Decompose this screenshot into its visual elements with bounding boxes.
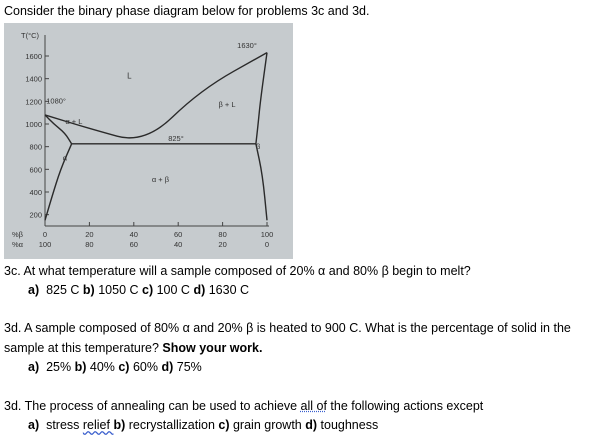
question-3c-prompt: 3c. At what temperature will a sample composed of 20% α and 80% β begin to melt? [4, 264, 471, 278]
option-a-flagged-word: relief [82, 418, 114, 432]
phase-diagram-chart [4, 23, 293, 259]
option-b-marker: b) [113, 418, 126, 432]
alpha-melting-point-label: 1080° [46, 96, 66, 106]
option-c-marker: c) [118, 360, 130, 374]
option-c-text: 100 C [153, 283, 194, 297]
eutectic-temperature-label: 825° [168, 134, 184, 143]
option-b-marker: b) [82, 283, 95, 297]
option-d-text: 1630 C [205, 283, 250, 297]
option-a-text: 825 C [46, 283, 83, 297]
intro-text: Consider the binary phase diagram below for problems 3c and 3d. [4, 4, 370, 18]
question-3d-second-options [28, 418, 378, 432]
x-tick-label-beta: 100 [260, 230, 274, 239]
x-tick-label-beta: 40 [129, 230, 138, 239]
option-d-marker: d) [161, 360, 174, 374]
question-3d-second-prompt [4, 399, 483, 413]
option-d-text: toughness [317, 418, 379, 432]
phase-boundary-3 [256, 53, 267, 144]
option-c-text: 60% [129, 360, 162, 374]
question-3c-options [28, 283, 249, 297]
y-tick-label: 400 [29, 188, 42, 197]
show-work-instruction: Show your work. [162, 341, 263, 355]
option-b-marker: b) [74, 360, 87, 374]
option-c-marker: c) [142, 283, 154, 297]
alpha-region-label: α [62, 153, 68, 163]
y-tick-label: 1200 [25, 97, 42, 107]
y-tick-label: 1000 [25, 120, 42, 129]
x-tick-label-beta: 0 [42, 230, 48, 239]
option-a-text: 25% [46, 360, 75, 374]
x-row1-label: %β [12, 230, 23, 239]
prompt-emphasis: all of [300, 399, 327, 413]
option-a-text: stress [46, 418, 83, 432]
alpha-beta-region-label: α + β [151, 174, 170, 184]
x-tick-label-beta: 80 [218, 230, 227, 239]
x-tick-label-alpha: 0 [264, 240, 270, 249]
question-3d-first-line: 3d. A sample composed of 80% α and 20% β is heated to 900 C. What is the percentage of solid in the [4, 321, 571, 335]
x-tick-label-beta: 60 [174, 230, 183, 239]
x-row2-label: %α [12, 240, 24, 249]
option-c-text: grain growth [229, 418, 306, 432]
beta-region-label: β [255, 141, 261, 151]
x-tick-label-alpha: 60 [129, 240, 138, 249]
option-c-marker: c) [218, 418, 230, 432]
prompt-start: 3d. The process of annealing can be used to achieve [4, 399, 301, 413]
y-tick-label: 1600 [25, 52, 42, 61]
option-b-text: 40% [86, 360, 119, 374]
option-b-text: 1050 C [94, 283, 142, 297]
question-3d-first-options [28, 360, 202, 374]
option-a-marker: a) [28, 418, 40, 432]
x-tick-label-alpha: 20 [218, 240, 227, 249]
question-3d-first-line2 [4, 341, 262, 355]
beta-liquid-region-label: β + L [218, 100, 236, 109]
y-tick-label: 200 [29, 210, 42, 220]
x-tick-label-beta: 20 [85, 230, 94, 239]
y-tick-label: 1400 [25, 74, 42, 84]
option-b-text: recrystallization [125, 418, 219, 432]
x-tick-label-alpha: 40 [174, 240, 183, 249]
option-a-marker: a) [28, 360, 40, 374]
y-axis-label: T(°C) [21, 31, 39, 40]
option-d-marker: d) [305, 418, 318, 432]
y-tick-label: 800 [29, 142, 42, 152]
question-3d-first-line2-text: sample at this temperature? [4, 341, 163, 355]
option-a-marker: a) [28, 283, 40, 297]
phase-boundary-5 [45, 144, 72, 220]
option-d-text: 75% [173, 360, 202, 374]
phase-boundary-6 [255, 141, 267, 220]
alpha-liquid-region-label: α + L [65, 117, 83, 126]
phase-diagram-figure [4, 23, 293, 259]
x-tick-label-alpha: 100 [38, 240, 52, 249]
option-d-marker: d) [193, 283, 206, 297]
y-tick-label: 600 [29, 165, 42, 175]
x-tick-label-alpha: 80 [85, 240, 94, 249]
prompt-end: the following actions except [326, 399, 484, 413]
beta-melting-point-label: 1630° [237, 41, 257, 51]
liquid-region-label: L [127, 71, 132, 81]
